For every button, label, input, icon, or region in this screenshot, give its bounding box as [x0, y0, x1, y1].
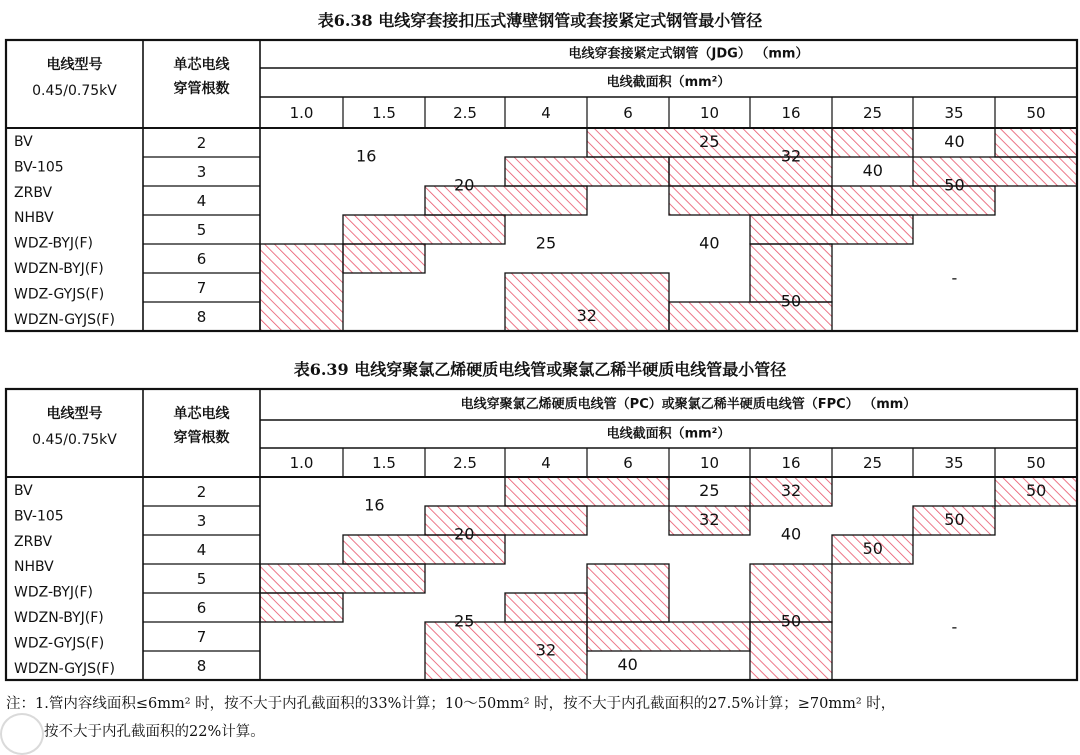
header-wire-type: 电线型号 — [46, 406, 103, 422]
hatched-cell — [343, 244, 425, 273]
section-10: 10 — [699, 454, 720, 472]
hatched-cell — [425, 186, 587, 215]
count-6: 6 — [196, 250, 207, 268]
count-4: 4 — [196, 192, 207, 210]
value-label: 25 — [699, 481, 720, 500]
section-1.5: 1.5 — [372, 454, 396, 472]
header-section-area: 电线截面积（mm²） — [606, 75, 731, 90]
section-6: 6 — [623, 104, 633, 122]
hatched-cell — [587, 564, 669, 622]
header-conduit-type: 电线穿聚氯乙烯硬质电线管（PC）或聚氯乙稀半硬质电线管（FPC） （mm） — [460, 397, 917, 412]
note-line-1: 注：1.管内容线面积≤6mm² 时，按不大于内孔截面积的33%计算；10～50mm² 时，按不大于内孔截面积的27.5%计算；≥70mm² 时， — [6, 696, 896, 712]
wire-type-2: ZRBV — [14, 184, 53, 201]
header-voltage: 0.45/0.75kV — [32, 432, 117, 448]
hatched-cell — [669, 157, 832, 186]
hatched-cell — [669, 302, 832, 331]
section-6: 6 — [623, 454, 633, 472]
value-label: 40 — [862, 161, 883, 180]
wire-type-4: WDZ-BYJ(F) — [14, 584, 94, 601]
count-3: 3 — [196, 163, 207, 181]
count-7: 7 — [196, 279, 207, 297]
hatched-cell — [505, 157, 669, 186]
wire-type-1: BV-105 — [14, 159, 64, 176]
header-count: 穿管根数 — [173, 430, 230, 446]
section-4: 4 — [541, 454, 551, 472]
section-16: 16 — [781, 104, 801, 122]
value-label: 50 — [862, 539, 883, 558]
note-line-2: 按不大于内孔截面积的22%计算。 — [44, 724, 265, 740]
hatched-cell — [260, 244, 343, 331]
value-label: 25 — [535, 233, 557, 253]
count-2: 2 — [196, 134, 207, 152]
value-label: 32 — [780, 481, 802, 500]
section-50: 50 — [1026, 104, 1046, 122]
hatched-cell — [260, 593, 343, 622]
count-5: 5 — [196, 221, 207, 239]
table-6-39-title: 表6.39 电线穿聚氯乙烯硬质电线管或聚氯乙稀半硬质电线管最小管径 — [293, 360, 787, 379]
section-10: 10 — [699, 104, 720, 122]
wire-type-3: NHBV — [14, 559, 54, 576]
count-5: 5 — [196, 570, 207, 588]
wire-type-1: BV-105 — [14, 508, 64, 525]
wire-type-2: ZRBV — [14, 533, 53, 550]
count-4: 4 — [196, 541, 207, 559]
wire-type-4: WDZ-BYJ(F) — [14, 235, 94, 252]
header-single-core: 单芯电线 — [173, 406, 230, 422]
hatched-cell — [425, 506, 587, 535]
value-label: 20 — [454, 175, 475, 195]
section-25: 25 — [862, 454, 883, 472]
table-6-38-title: 表6.38 电线穿套接扣压式薄壁钢管或套接紧定式钢管最小管径 — [317, 11, 763, 30]
value-label: - — [951, 268, 958, 288]
section-35: 35 — [944, 454, 964, 472]
hatched-cell — [832, 128, 913, 157]
value-label: 50 — [1025, 481, 1047, 500]
header-single-core: 单芯电线 — [173, 57, 230, 73]
hatched-cell — [832, 186, 995, 215]
value-label: 25 — [699, 132, 720, 151]
wire-type-6: WDZ-GYJS(F) — [14, 635, 105, 652]
count-8: 8 — [196, 308, 207, 326]
hatched-cell — [995, 128, 1077, 157]
hatched-cell — [750, 622, 832, 680]
value-label: 50 — [944, 175, 965, 195]
value-label: 32 — [576, 306, 597, 325]
section-35: 35 — [944, 104, 964, 122]
hatched-cell — [587, 622, 750, 651]
header-wire-type: 电线型号 — [46, 57, 103, 73]
value-label: 20 — [454, 524, 475, 544]
hatched-cell — [260, 564, 425, 593]
value-label: 25 — [454, 611, 475, 631]
value-label: 32 — [699, 510, 720, 529]
hatched-cell — [505, 593, 587, 622]
value-label: 40 — [780, 524, 802, 544]
wire-type-6: WDZ-GYJS(F) — [14, 286, 105, 303]
hatched-cell — [343, 215, 505, 244]
header-conduit-type: 电线穿套接紧定式钢管（JDG） （mm） — [568, 46, 809, 62]
section-1.0: 1.0 — [289, 104, 314, 122]
wire-type-3: NHBV — [14, 210, 54, 227]
hatched-cell — [505, 477, 669, 506]
hatched-cell — [750, 215, 913, 244]
section-1.5: 1.5 — [372, 104, 396, 122]
count-2: 2 — [196, 483, 207, 501]
value-label: 32 — [780, 146, 802, 166]
value-label: 16 — [364, 495, 385, 515]
count-6: 6 — [196, 599, 207, 617]
header-section-area: 电线截面积（mm²） — [606, 426, 731, 442]
count-7: 7 — [196, 628, 207, 646]
hatched-cell — [425, 622, 587, 680]
wire-type-5: WDZN-BYJ(F) — [14, 261, 104, 277]
section-2.5: 2.5 — [453, 454, 477, 472]
hatched-cell — [343, 535, 505, 564]
value-label: - — [951, 617, 958, 637]
wire-type-7: WDZN-GYJS(F) — [14, 311, 115, 328]
wire-type-0: BV — [14, 134, 33, 150]
hatched-cell — [913, 157, 1077, 186]
count-3: 3 — [196, 512, 207, 530]
watermark-logo — [0, 713, 44, 755]
value-label: 16 — [356, 146, 377, 166]
header-voltage: 0.45/0.75kV — [32, 83, 117, 99]
wire-type-5: WDZN-BYJ(F) — [14, 610, 104, 626]
value-label: 40 — [944, 132, 965, 151]
value-label: 50 — [780, 611, 802, 631]
section-16: 16 — [781, 454, 801, 472]
section-4: 4 — [541, 104, 551, 122]
value-label: 32 — [535, 640, 557, 660]
hatched-cell — [669, 186, 832, 215]
count-8: 8 — [196, 657, 207, 675]
section-25: 25 — [862, 104, 883, 122]
wire-type-0: BV — [14, 483, 33, 499]
section-50: 50 — [1026, 454, 1046, 472]
value-label: 40 — [617, 655, 638, 674]
value-label: 50 — [944, 510, 965, 529]
value-label: 50 — [780, 291, 802, 311]
wire-type-7: WDZN-GYJS(F) — [14, 660, 115, 677]
header-count: 穿管根数 — [173, 81, 230, 97]
section-2.5: 2.5 — [453, 104, 477, 122]
value-label: 40 — [699, 233, 720, 253]
section-1.0: 1.0 — [289, 454, 314, 472]
